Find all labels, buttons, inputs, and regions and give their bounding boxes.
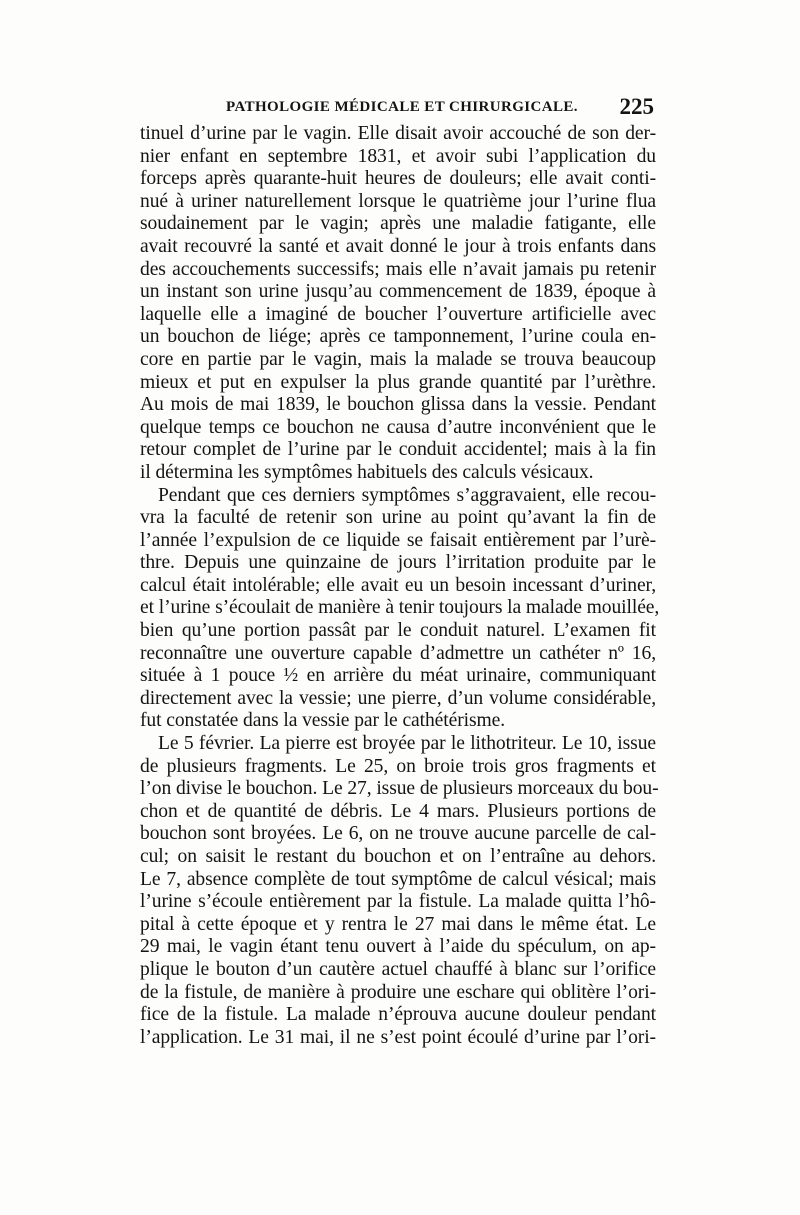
text-line: laquelle elle a imaginé de boucher l’ouverture artificielle avec (140, 303, 656, 325)
text-line: vra la faculté de retenir son urine au point qu’avant la fin de (140, 507, 656, 529)
text-line: et l’urine s’écoulait de manière à tenir toujours la malade mouillée, (140, 597, 660, 619)
text-line: soudainement par le vagin; après une maladie fatigante, elle (140, 213, 656, 235)
text-line: de plusieurs fragments. Le 25, on broie trois gros fragments et (140, 755, 656, 777)
paragraph-1 (140, 123, 656, 485)
text-line: nier enfant en septembre 1831, et avoir subi l’application du (140, 145, 656, 167)
paragraph-2 (140, 484, 660, 734)
text-line: thre. Depuis une quinzaine de jours l’irritation produite par le (140, 552, 656, 574)
text-line: retour complet de l’urine par le conduit accidentel; mais à la fin (140, 439, 656, 461)
text-line: Au mois de mai 1839, le bouchon glissa dans la vessie. Pendant (140, 394, 656, 416)
text-line: un bouchon de liége; après ce tamponnement, l’urine coula en- (140, 326, 656, 348)
text-line: il détermina les symptômes habituels des calculs vésicaux. (140, 461, 594, 483)
text-line: Le 7, absence complète de tout symptôme de calcul vésical; mais (140, 868, 656, 890)
text-line: fut constatée dans la vessie par le cathétérisme. (140, 710, 506, 732)
text-line: Le 5 février. La pierre est broyée par le lithotriteur. Le 10, issue (158, 733, 656, 755)
text-line: un instant son urine jusqu’au commencement de 1839, époque à (140, 281, 656, 303)
text-line: quelque temps ce bouchon ne causa d’autre inconvénient que le (140, 416, 656, 438)
text-line: avait recouvré la santé et avait donné le jour à trois enfants dans (140, 235, 656, 257)
text-line: core en partie par le vagin, mais la malade se trouva beaucoup (140, 348, 656, 370)
text-line: de la fistule, de manière à produire une eschare qui oblitère l’ori- (140, 981, 656, 1003)
text-line: l’application. Le 31 mai, il ne s’est point écoulé d’urine par l’ori- (140, 1026, 656, 1048)
text-line: directement avec la vessie; une pierre, d’un volume considérable, (140, 687, 656, 709)
text-line: tinuel d’urine par le vagin. Elle disait avoir accouché de son der- (140, 123, 656, 144)
text-line: 29 mai, le vagin étant tenu ouvert à l’aide du spéculum, on ap- (140, 936, 656, 958)
text-line: bouchon sont broyées. Le 6, on ne trouve aucune parcelle de cal- (140, 823, 656, 845)
text-line: forceps après quarante-huit heures de douleurs; elle avait conti- (140, 168, 656, 190)
text-line: l’on divise le bouchon. Le 27, issue de plusieurs morceaux du bou- (140, 778, 659, 800)
text-line: bien qu’une portion passât par le conduit naturel. L’examen fit (140, 620, 656, 642)
text-line: nué à uriner naturellement lorsque le quatrième jour l’urine flua (140, 190, 656, 212)
text-line: plique le bouton d’un cautère actuel chauffé à blanc sur l’orifice (140, 958, 656, 980)
text-line: reconnaître une ouverture capable d’admettre un cathéter nº 16, (140, 642, 656, 664)
page-header (138, 94, 658, 126)
body-text (140, 123, 660, 1049)
text-line: Pendant que ces derniers symptômes s’aggravaient, elle recou- (158, 484, 656, 506)
page-number: 225 (619, 94, 654, 119)
text-line: cul; on saisit le restant du bouchon et on l’entraîne au dehors. (140, 846, 656, 867)
text-line: des accouchements successifs; mais elle n’avait jamais pu retenir (140, 258, 656, 280)
text-line: pital à cette époque et y rentra le 27 mai dans le même état. Le (140, 913, 656, 935)
text-line: calcul était intolérable; elle avait eu un besoin incessant d’uriner, (140, 574, 656, 596)
paragraph-3 (140, 733, 659, 1049)
text-line: l’urine s’écoule entièrement par la fistule. La malade quitta l’hô- (140, 891, 656, 913)
text-line: l’année l’expulsion de ce liquide se faisait entièrement par l’urè- (140, 529, 656, 551)
running-title: PATHOLOGIE MÉDICALE ET CHIRURGICALE. (226, 99, 578, 115)
text-line: fice de la fistule. La malade n’éprouva aucune douleur pendant (140, 1004, 656, 1026)
text-line: chon et de quantité de débris. Le 4 mars. Plusieurs portions de (140, 800, 656, 822)
text-line: mieux et put en expulser la plus grande quantité par l’urèthre. (140, 371, 656, 393)
text-line: située à 1 pouce ½ en arrière du méat urinaire, communiquant (140, 665, 656, 687)
